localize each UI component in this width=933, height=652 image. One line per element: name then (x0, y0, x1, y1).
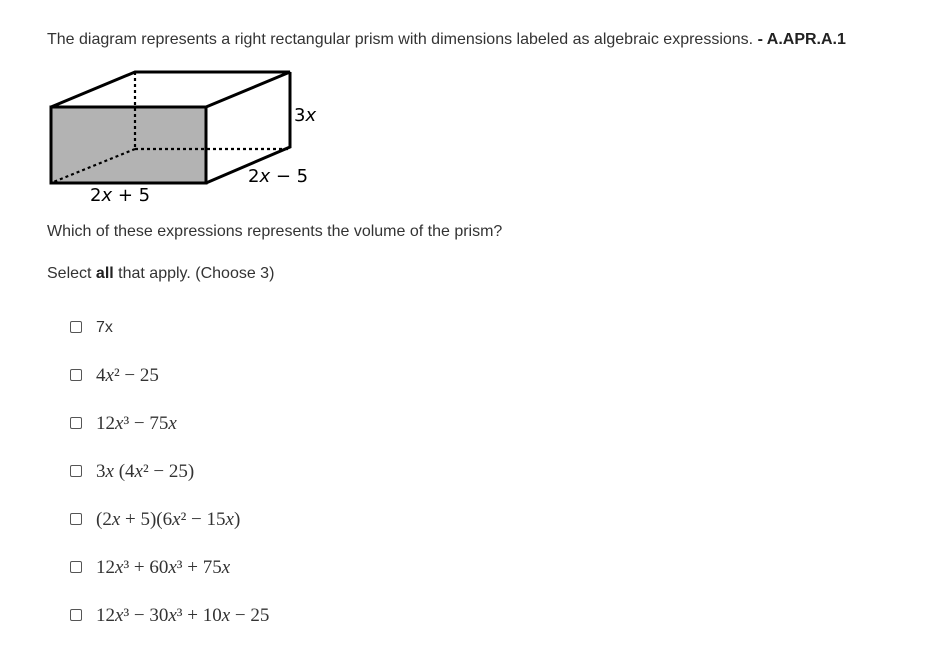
option-checkbox[interactable] (70, 321, 82, 333)
option-checkbox[interactable] (70, 369, 82, 381)
answer-options (70, 304, 269, 640)
option-checkbox[interactable] (70, 513, 82, 525)
prompt-text: The diagram represents a right rectangular prism with dimensions labeled as algebraic expressions. (47, 31, 754, 48)
question-prompt (47, 31, 846, 49)
option-checkbox[interactable] (70, 609, 82, 621)
option-label: 3x (4x² − 25) (96, 461, 195, 482)
instruction-suffix: that apply. (Choose 3) (118, 265, 275, 282)
prism-diagram (40, 62, 330, 212)
option-label: 7x (96, 319, 113, 336)
instruction-emphasis: all (95, 265, 114, 282)
prism-front-face (51, 107, 206, 183)
instruction-prefix: Select (47, 265, 92, 282)
answer-option[interactable] (70, 448, 269, 496)
instruction-text (47, 265, 274, 283)
option-label: 12x³ − 30x³ + 10x − 25 (96, 605, 270, 626)
width-label: 2x + 5 (90, 185, 151, 206)
answer-option[interactable] (70, 304, 269, 352)
answer-option[interactable] (70, 352, 269, 400)
prism-top-edges (51, 72, 290, 107)
option-checkbox[interactable] (70, 417, 82, 429)
height-label: 3x (294, 105, 317, 126)
answer-option[interactable] (70, 592, 269, 640)
answer-option[interactable] (70, 544, 269, 592)
question-text: Which of these expressions represents the volume of the prism? (47, 223, 503, 240)
option-checkbox[interactable] (70, 561, 82, 573)
depth-label: 2x − 5 (248, 166, 309, 187)
option-label: 12x³ − 75x (96, 413, 177, 434)
answer-option[interactable] (70, 400, 269, 448)
option-label: 12x³ + 60x³ + 75x (96, 557, 231, 578)
option-checkbox[interactable] (70, 465, 82, 477)
answer-option[interactable] (70, 496, 269, 544)
option-label: 4x² − 25 (96, 365, 159, 386)
option-label: (2x + 5)(6x² − 15x) (96, 509, 241, 530)
standard-code: - A.APR.A.1 (757, 31, 846, 48)
